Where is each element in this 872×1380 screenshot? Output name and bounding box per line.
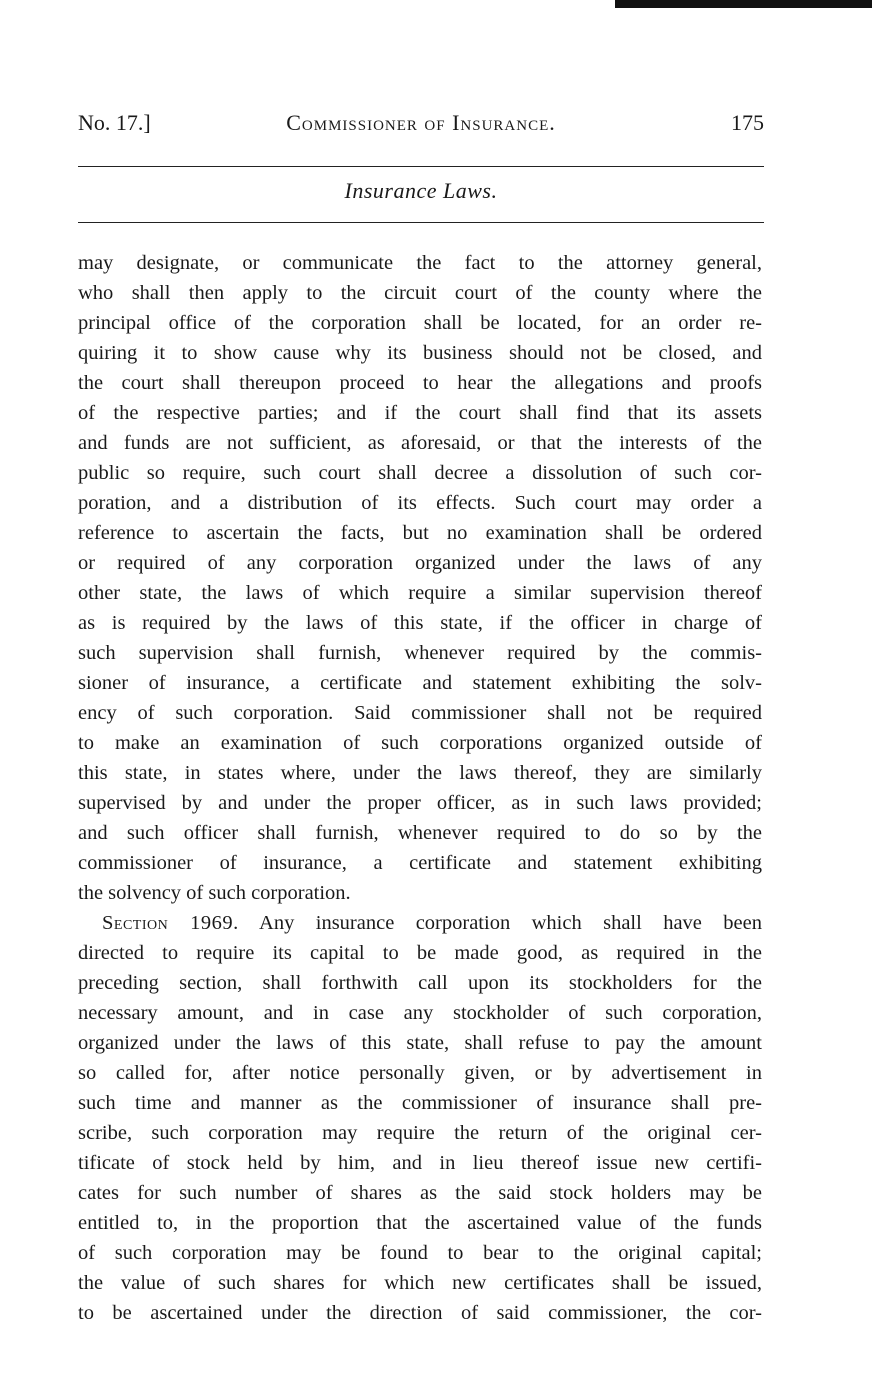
header-rule-bottom [78,222,764,223]
text-line: reference to ascertain the facts, but no examination shall be ordered [78,522,762,544]
section-first-line-text: Any insurance corporation which shall have been [259,912,763,934]
text-line: such time and manner as the commissioner of insurance shall pre- [78,1092,762,1114]
text-line: necessary amount, and in case any stockholder of such corporation, [78,1002,762,1024]
text-line: the value of such shares for which new certificates shall be issued, [78,1272,762,1294]
text-line: of such corporation may be found to bear to the original capital; [78,1242,762,1264]
section-subtitle: Insurance Laws. [344,178,498,203]
text-line: quiring it to show cause why its business should not be closed, and [78,342,762,364]
text-line: who shall then apply to the circuit court of the county where the [78,282,762,304]
running-header [78,106,764,140]
text-line: public so require, such court shall decree a dissolution of such cor- [78,462,762,484]
text-line: entitled to, in the proportion that the ascertained value of the funds [78,1212,762,1234]
text-line: to make an examination of such corporations organized outside of [78,732,762,754]
section-first-line [78,908,762,938]
section-1969 [78,908,762,1328]
text-line: the court shall thereupon proceed to hear the allegations and proofs [78,372,762,394]
text-line: may designate, or communicate the fact to the attorney general, [78,252,762,274]
document-number: No. 17.] [78,110,151,135]
text-line: tificate of stock held by him, and in lieu thereof issue new certifi- [78,1152,762,1174]
text-line: organized under the laws of this state, shall refuse to pay the amount [78,1032,762,1054]
page-number: 175 [731,110,764,135]
top-edge-bar [615,0,872,8]
text-line: cates for such number of shares as the said stock holders may be [78,1182,762,1204]
body-text [78,248,762,1328]
text-line: directed to require its capital to be made good, as required in the [78,942,762,964]
text-line: commissioner of insurance, a certificate and statement exhibiting [78,852,762,874]
text-line: poration, and a distribution of its effects. Such court may order a [78,492,762,514]
running-title: Commissioner of Insurance. [286,110,556,135]
text-line: preceding section, shall forthwith call upon its stockholders for the [78,972,762,994]
text-line: other state, the laws of which require a similar supervision thereof [78,582,762,604]
text-line: the solvency of such corporation. [78,882,351,904]
text-line: of the respective parties; and if the court shall find that its assets [78,402,762,424]
text-line: scribe, such corporation may require the return of the original cer- [78,1122,762,1144]
text-line: as is required by the laws of this state, if the officer in charge of [78,612,762,634]
text-line: supervised by and under the proper officer, as in such laws provided; [78,792,762,814]
text-line: ency of such corporation. Said commissioner shall not be required [78,702,762,724]
text-line: to be ascertained under the direction of said commissioner, the cor- [78,1302,762,1324]
paragraph-1 [78,248,762,908]
text-line: such supervision shall furnish, whenever required by the commis- [78,642,762,664]
text-line: and such officer shall furnish, whenever required to do so by the [78,822,762,844]
header-rule-top [78,166,764,167]
text-line: so called for, after notice personally given, or by advertisement in [78,1062,762,1084]
text-line: or required of any corporation organized under the laws of any [78,552,762,574]
text-line: and funds are not sufficient, as aforesaid, or that the interests of the [78,432,762,454]
text-line: principal office of the corporation shall be located, for an order re- [78,312,762,334]
section-label: Section 1969. [102,912,239,934]
text-line: this state, in states where, under the laws thereof, they are similarly [78,762,762,784]
text-line: sioner of insurance, a certificate and statement exhibiting the solv- [78,672,762,694]
